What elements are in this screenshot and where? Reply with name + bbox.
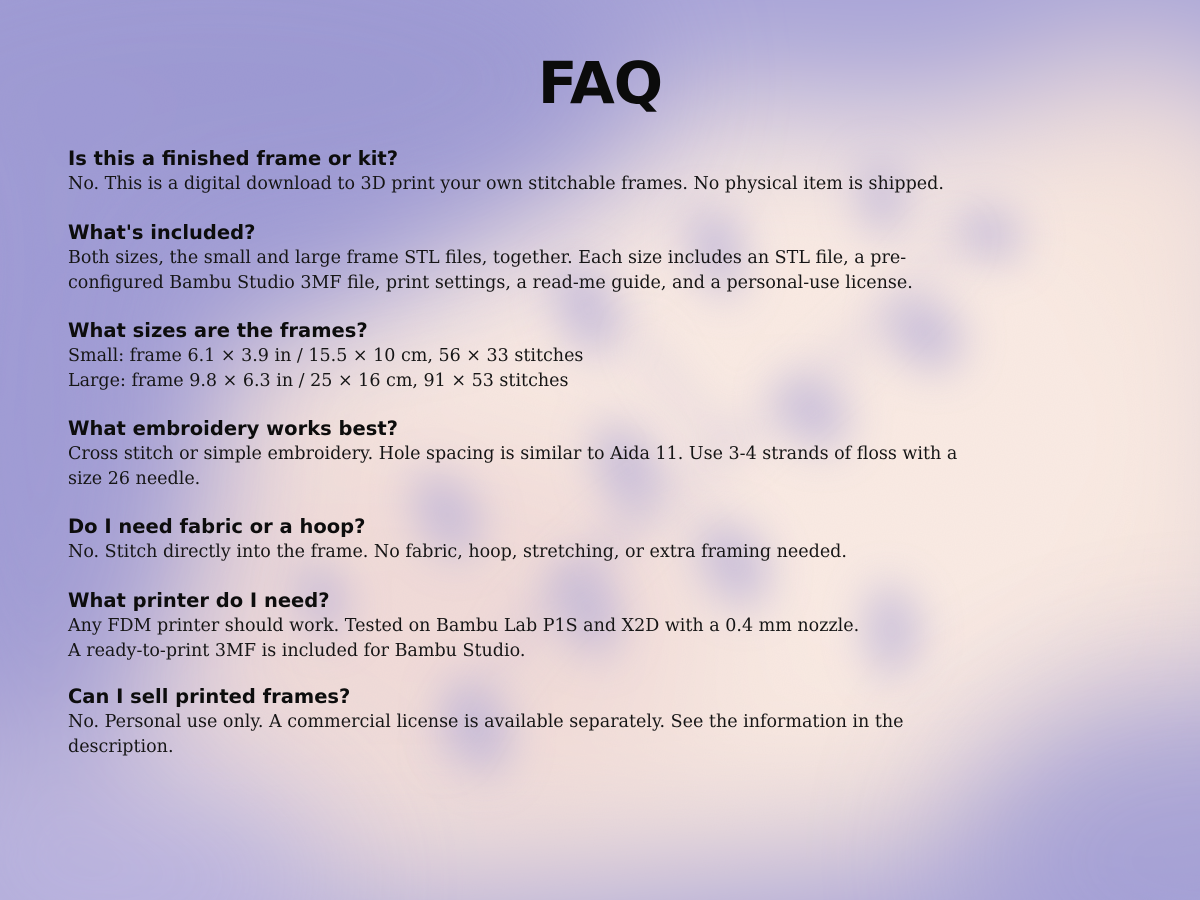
faq-answer-line: No. This is a digital download to 3D print your own stitchable frames. No physical item is shipped. [68, 174, 944, 194]
faq-answer [68, 442, 1128, 491]
faq-question: Do I need fabric or a hoop? [68, 515, 366, 538]
faq-answer-line: description. [68, 736, 174, 757]
faq-answer-line: size 26 needle. [68, 468, 201, 489]
faq-answer [68, 172, 1128, 197]
faq-answer-line: Large: frame 9.8 × 6.3 in / 25 × 16 cm, 91 × 53 stitches [68, 370, 569, 391]
faq-answer [68, 540, 1128, 565]
faq-question: Is this a finished frame or kit? [68, 147, 399, 170]
faq-question: What sizes are the frames? [68, 319, 368, 342]
faq-answer [68, 246, 1128, 295]
faq-answer [68, 344, 1128, 393]
faq-answer-line: A ready-to-print 3MF is included for Bambu Studio. [68, 640, 526, 661]
faq-item [68, 684, 1128, 759]
faq-answer-line: configured Bambu Studio 3MF file, print settings, a read-me guide, and a personal-use license. [68, 272, 913, 293]
faq-answer-line: Any FDM printer should work. Tested on Bambu Lab P1S and X2D with a 0.4 mm nozzle. [68, 616, 860, 636]
faq-item [68, 416, 1128, 491]
faq-answer [68, 710, 1128, 759]
faq-question: Can I sell printed frames? [68, 685, 351, 708]
faq-answer-line: Cross stitch or simple embroidery. Hole spacing is similar to Aida 11. Use 3-4 strands of floss with a [68, 444, 958, 464]
faq-answer [68, 614, 1128, 663]
faq-question: What's included? [68, 221, 256, 244]
faq-item [68, 588, 1128, 663]
faq-item [68, 146, 1128, 197]
faq-item [68, 318, 1128, 393]
faq-answer-line: No. Personal use only. A commercial license is available separately. See the information in the [68, 712, 904, 732]
faq-item [68, 514, 1128, 565]
faq-question: What embroidery works best? [68, 417, 398, 440]
faq-answer-line: No. Stitch directly into the frame. No fabric, hoop, stretching, or extra framing needed. [68, 542, 847, 562]
faq-answer-line: Small: frame 6.1 × 3.9 in / 15.5 × 10 cm, 56 × 33 stitches [68, 346, 584, 366]
faq-answer-line: Both sizes, the small and large frame STL files, together. Each size includes an STL file, a pre- [68, 248, 907, 268]
faq-item [68, 220, 1128, 295]
faq-question: What printer do I need? [68, 589, 330, 612]
page-title: FAQ [537, 49, 663, 117]
